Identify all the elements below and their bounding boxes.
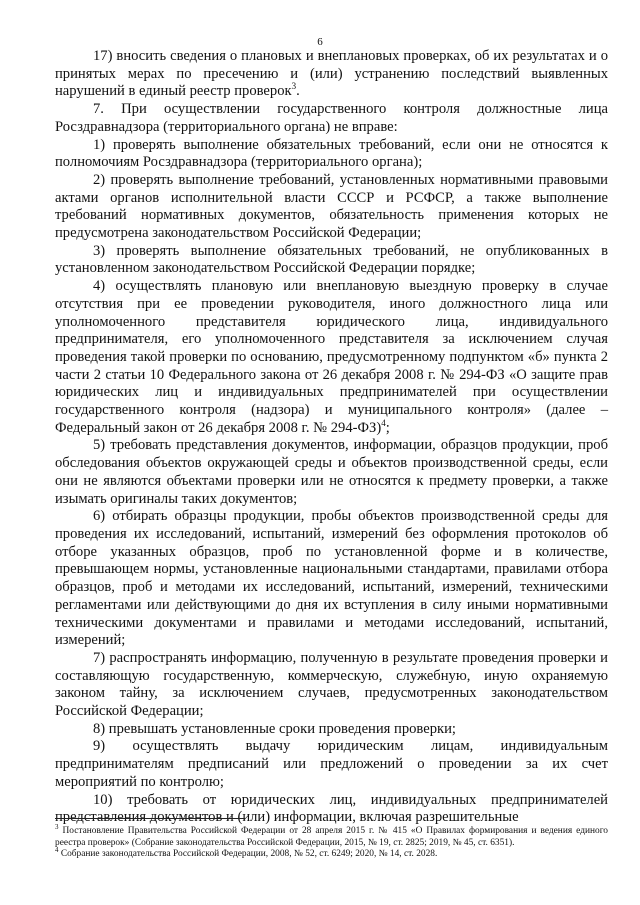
footnote-3: $^3$ Постановление Правительства Российской Федерации от 28 апреля 2015 г. № 415 «О Правилах формирования и ведения единого реестра проверок» (Собрание законодательства Российской Федерации, 2015, № 19, ст. 2825; 2019, № 45, ст. 6351).	[55, 822, 608, 848]
list-item-4: 4) осуществлять плановую или внеплановую выездную проверку в случае отсутствия при ее проведении руководителя, иного должностного лица или уполномоченного представителя юридического лица, индивидуального предпринимателя, его уполномоченного представителя за исключением случая проведения такой проверки по основанию, предусмотренному подпунктом «б» пункта 2 части 2 статьи 10 Федерального закона от 26 декабря 2008 г. № 294-ФЗ «О защите прав юридических лиц и индивидуальных предпринимателей при осуществлении государственного контроля (надзора) и муниципального контроля» (далее – Федеральный закон от 26 декабря 2008 г. № 294-ФЗ)$^4$;	[55, 278, 608, 436]
document-body	[55, 48, 608, 827]
list-item-1: 1) проверять выполнение обязательных требований, если они не относятся к полномочиям Росздравнадзора (территориального органа);	[55, 136, 608, 171]
list-item-2: 2) проверять выполнение требований, установленных нормативными правовыми актами органов исполнительной власти СССР и РСФСР, а также выполнение требований нормативных документов, обязательность применения которых не предусмотрена законодательством Российской Федерации;	[55, 171, 608, 242]
footnotes	[55, 818, 608, 861]
footnote-4: $^4$ Собрание законодательства Российской Федерации, 2008, № 52, ст. 6249; 2020, № 14, ст. 2028.	[55, 846, 438, 860]
footnote-mark: 4	[55, 846, 59, 855]
paragraph-17: 17) вносить сведения о плановых и внеплановых проверках, об их результатах и о принятых мерах по пресечению и (или) устранению последствий выявленных нарушений в единый реестр проверок$^3$.	[55, 48, 608, 100]
footnote-mark: 3	[55, 822, 59, 831]
list-item-10: 10) требовать от юридических лиц, индивидуальных предпринимателей представления документов и (или) информации, включая разрешительные	[55, 791, 608, 826]
footnote-divider	[55, 818, 245, 819]
footnote-ref-4[interactable]: 4	[381, 417, 386, 428]
list-item-7: 7) распространять информацию, полученную в результате проведения проверки и составляющую государственную, коммерческую, служебную, иную охраняемую законом тайну, за исключением случаев, предусмотренных законодательством Российской Федерации;	[55, 649, 608, 720]
list-item-8: 8) превышать установленные сроки проведения проверки;	[93, 720, 456, 737]
list-item-5: 5) требовать представления документов, информации, образцов продукции, проб обследования объектов окружающей среды и объектов производственной среды, если они не являются объектами проверки или не относятся к предмету проверки, а также изымать оригиналы таких документов;	[55, 437, 608, 507]
paragraph-7-heading: 7. При осуществлении государственного контроля должностные лица Росздравнадзора (территориального органа) не вправе:	[55, 101, 608, 135]
list-item-3: 3) проверять выполнение обязательных требований, не опубликованных в установленном законодательством Российской Федерации порядке;	[55, 242, 608, 277]
footnote-ref-3[interactable]: 3	[291, 81, 297, 92]
page-number: 6	[317, 36, 323, 48]
list-item-9: 9) осуществлять выдачу юридическим лицам, индивидуальным предпринимателям предписаний или предложений о проведении за их счет мероприятий по контролю;	[55, 738, 608, 790]
list-item-6: 6) отбирать образцы продукции, пробы объектов производственной среды для проведения их исследований, испытаний, измерений без оформления протоколов об отборе указанных образцов, проб по установленной форме и в количестве, превышающем нормы, установленные национальными стандартами, правилами отбора образцов, проб и методами их исследований, испытаний, измерений, техническими регламентами или действующими до дня их вступления в силу иными нормативными техническими документами и правилами и методами исследований, испытаний, измерений;	[55, 508, 608, 649]
